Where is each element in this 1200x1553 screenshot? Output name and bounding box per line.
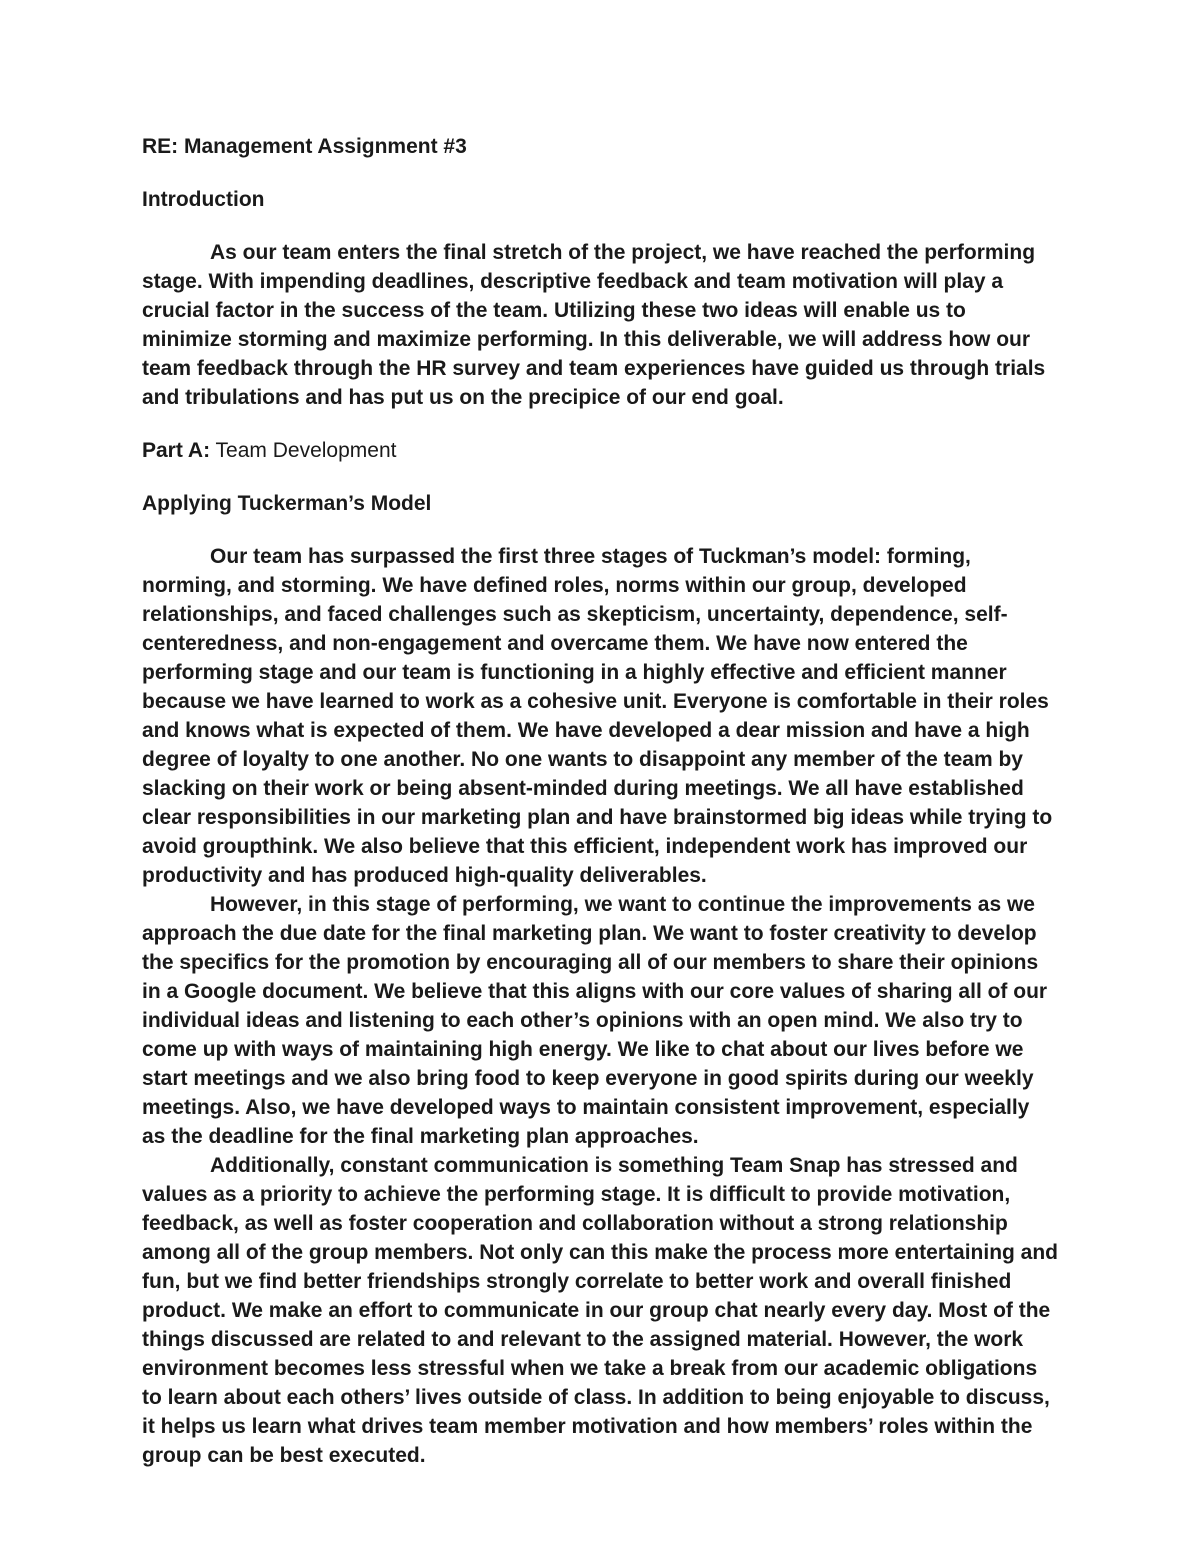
paragraph-team-stages: Our team has surpassed the first three stages of Tuckman’s model: forming, norming, and storming. We have defined roles, norms within our group, developed relationships, and faced challenges such as skepticism, uncertainty, dependence, self-centeredness, and non-engagement and overcame them. We have now entered the performing stage and our team is functioning in a highly effective and efficient manner because we have learned to work as a cohesive unit. Everyone is comfortable in their roles and knows what is expected of them. We have developed a dear mission and have a high degree of loyalty to one another. No one wants to disappoint any member of the team by slacking on their work or being absent-minded during meetings. We all have established clear responsibilities in our marketing plan and have brainstormed big ideas while trying to avoid groupthink. We also believe that this efficient, independent work has improved our productivity and has produced high-quality deliverables. xyxy=(142,545,1053,887)
part-a-heading xyxy=(142,436,1058,465)
part-a-title: Team Development xyxy=(210,439,397,462)
introduction-paragraph: As our team enters the final stretch of the project, we have reached the performing stage. With impending deadlines, descriptive feedback and team motivation will play a crucial factor in the success of the team. Utilizing these two ideas will enable us to minimize storming and maximize performing. In this deliverable, we will address how our team feedback through the HR survey and team experiences have guided us through trials and tribulations and has put us on the precipice of our end goal. xyxy=(142,241,1046,409)
part-a-label: Part A: xyxy=(142,439,211,462)
tuckerman-model-heading: Applying Tuckerman’s Model xyxy=(142,492,432,515)
body-paragraphs xyxy=(142,542,1058,1470)
paragraph-continuing-improvements: However, in this stage of performing, we want to continue the improvements as we approach the due date for the final marketing plan. We want to foster creativity to develop the specifics for the promotion by encouraging all of our members to share their opinions in a Google document. We believe that this aligns with our core values of sharing all of our individual ideas and listening to each other’s opinions with an open mind. We also try to come up with ways of maintaining high energy. We like to chat about our lives before we start meetings and we also bring food to keep everyone in good spirits during our weekly meetings. Also, we have developed ways to maintain consistent improvement, especially as the deadline for the final marketing plan approaches. xyxy=(142,893,1048,1148)
document-title: RE: Management Assignment #3 xyxy=(142,135,467,158)
paragraph-constant-communication: Additionally, constant communication is something Team Snap has stressed and values as a priority to achieve the performing stage. It is difficult to provide motivation, feedback, as well as foster cooperation and collaboration without a strong relationship among all of the group members. Not only can this make the process more entertaining and fun, but we find better friendships strongly correlate to better work and overall finished product. We make an effort to communicate in our group chat nearly every day. Most of the things discussed are related to and relevant to the assigned material. However, the work environment becomes less stressful when we take a break from our academic obligations to learn about each others’ lives outside of class. In addition to being enjoyable to discuss, it helps us learn what drives team member motivation and how members’ roles within the group can be best executed. xyxy=(142,1154,1059,1467)
introduction-heading: Introduction xyxy=(142,188,265,211)
